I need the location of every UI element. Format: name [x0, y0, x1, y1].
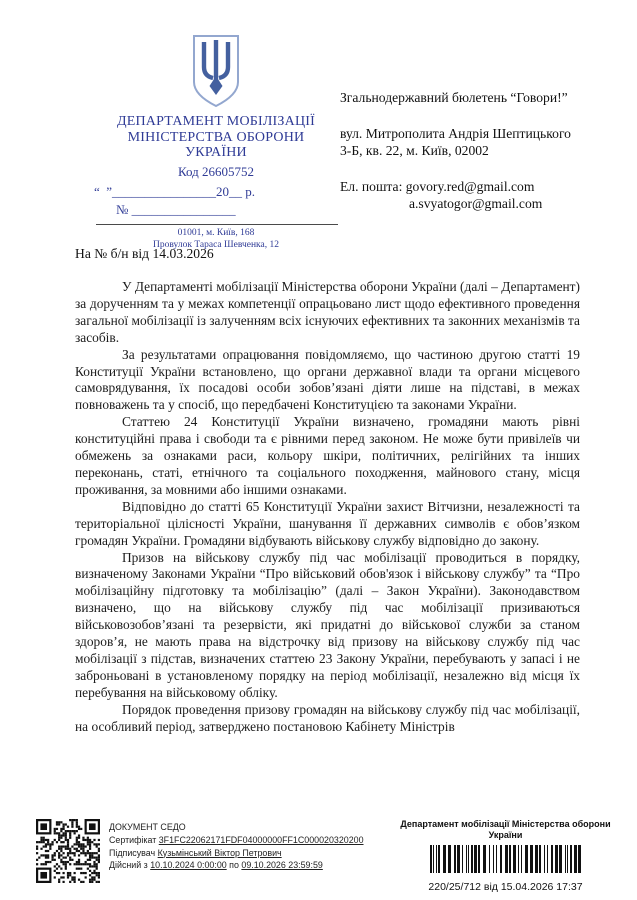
recipient-name: Згальнодержавний бюлетень “Говори!” [340, 90, 568, 105]
signature-info [109, 819, 364, 872]
doc-type: ДОКУМЕНТ СЕДО [109, 822, 186, 832]
signer-line [109, 847, 364, 860]
validity-line [109, 859, 364, 872]
letterhead [84, 34, 348, 251]
qr-code-icon [36, 819, 100, 883]
recipient-email-line1: Ел. пошта: govory.red@gmail.com [340, 179, 535, 194]
paragraph: Порядок проведення призову громадян на військову службу під час мобілізації, на особливий період, затверджено постановою Кабінету Міністрів [75, 701, 580, 734]
validity-label: Дійсний з [109, 860, 151, 871]
recipient-address-line1: вул. Митрополита Андрія Шептицького [340, 126, 571, 141]
recipient-address-line2: 3-Б, кв. 22, м. Київ, 02002 [340, 143, 489, 158]
paragraph: Статтею 24 Конституції України визначено, громадяни мають рівні конституційні права і свободи та є рівними перед законом. Не може бути привілеїв чи обмежень за ознаками раси, кольору шкіри, політичних, релігійних та інших переконань, статі, етнічного та соціального походження, майнового стану, місця проживання, за мовними або іншими ознаками. [75, 414, 580, 497]
validity-from: 10.10.2024 0:00:00 [150, 860, 227, 871]
barcode-icon [428, 845, 584, 873]
validity-separator: по [226, 860, 242, 871]
signer-label: Підписувач [109, 847, 158, 858]
registration-stamp [383, 819, 628, 893]
org-address-line2: Провулок Тараса Шевченка, 12 [153, 239, 279, 250]
date-blank-line: “ ”________________20__ р. [94, 183, 256, 199]
org-name-line1: ДЕПАРТАМЕНТ МОБІЛІЗАЦІЇ [117, 114, 315, 129]
ukraine-trident-emblem-icon [191, 34, 241, 108]
certificate-value: 3F1FC22062171FDF04000000FF1C000020320200 [158, 834, 364, 845]
paragraph: У Департаменті мобілізації Міністерства оборони України (далі – Департамент) за дорученням та у межах компетенції опрацьовано лист щодо ефективного проведення загальної мобілізації із залученням всіх існуючих ефективних та законних механізмів та засобів. [75, 279, 580, 345]
org-address-line1: 01001, м. Київ, 168 [177, 227, 255, 238]
paragraph: Відповідно до статті 65 Конституції України захист Вітчизни, незалежності та територіальної цілісності України, шанування її державних символів є обов’язком громадян України. Громадяни відбувають військову службу відповідно до закону. [75, 498, 580, 548]
digital-signature-stamp [36, 819, 364, 883]
emblem-wrap [84, 34, 348, 110]
recipient-block [340, 90, 630, 212]
number-blank-line: № ________________ [116, 201, 236, 217]
org-name-line2: МІНІСТЕРСТВА ОБОРОНИ [127, 129, 305, 145]
reference-line: На № б/н від 14.03.2026 [75, 246, 214, 261]
paragraph: Призов на військову службу під час мобілізації проводиться в порядку, визначеному Законами України “Про військовий обов'язок і військову службу” та “Про мобілізаційну підготовку та мобілізацію” (далі – Закон України). Законодавством визначено, що на військову службу під час мобілізації призиваються військовозобов’язані та резервісти, які придатні до військової служби за станом здоров’я, не мають права на відстрочку від призову на військову службу під час мобілізації з підстав, визначених статтею 23 Закону України, перебувають у запасі і не заброньовані в установленому порядку на період мобілізації, незалежно від місця їх перебування на військовому обліку. [75, 549, 580, 700]
signer-value: Кузьмінський Віктор Петрович [157, 847, 282, 858]
validity-to: 09.10.2026 23:59:59 [241, 860, 323, 871]
letter-body [75, 279, 580, 735]
letterhead-divider [96, 224, 338, 225]
org-name-line3: УКРАЇНИ [185, 145, 247, 160]
registration-org: Департамент мобілізації Міністерства оборони України [400, 819, 611, 840]
certificate-label: Сертифікат [109, 834, 159, 845]
paragraph: За результатами опрацювання повідомляємо, що частиною другою статті 19 Конституції України встановлено, що органи державної влади та органи місцевого самоврядування, їх посадові особи зобов’язані діяти лише на підставі, в межах повноважень та у спосіб, що передбачені Конституцією та законами України. [75, 346, 580, 413]
registration-number: 220/25/712 від 15.04.2026 17:37 [428, 881, 583, 893]
org-code: Код 26605752 [177, 163, 254, 179]
certificate-line [109, 834, 364, 847]
recipient-email-line2: a.svyatogor@gmail.com [409, 196, 543, 211]
